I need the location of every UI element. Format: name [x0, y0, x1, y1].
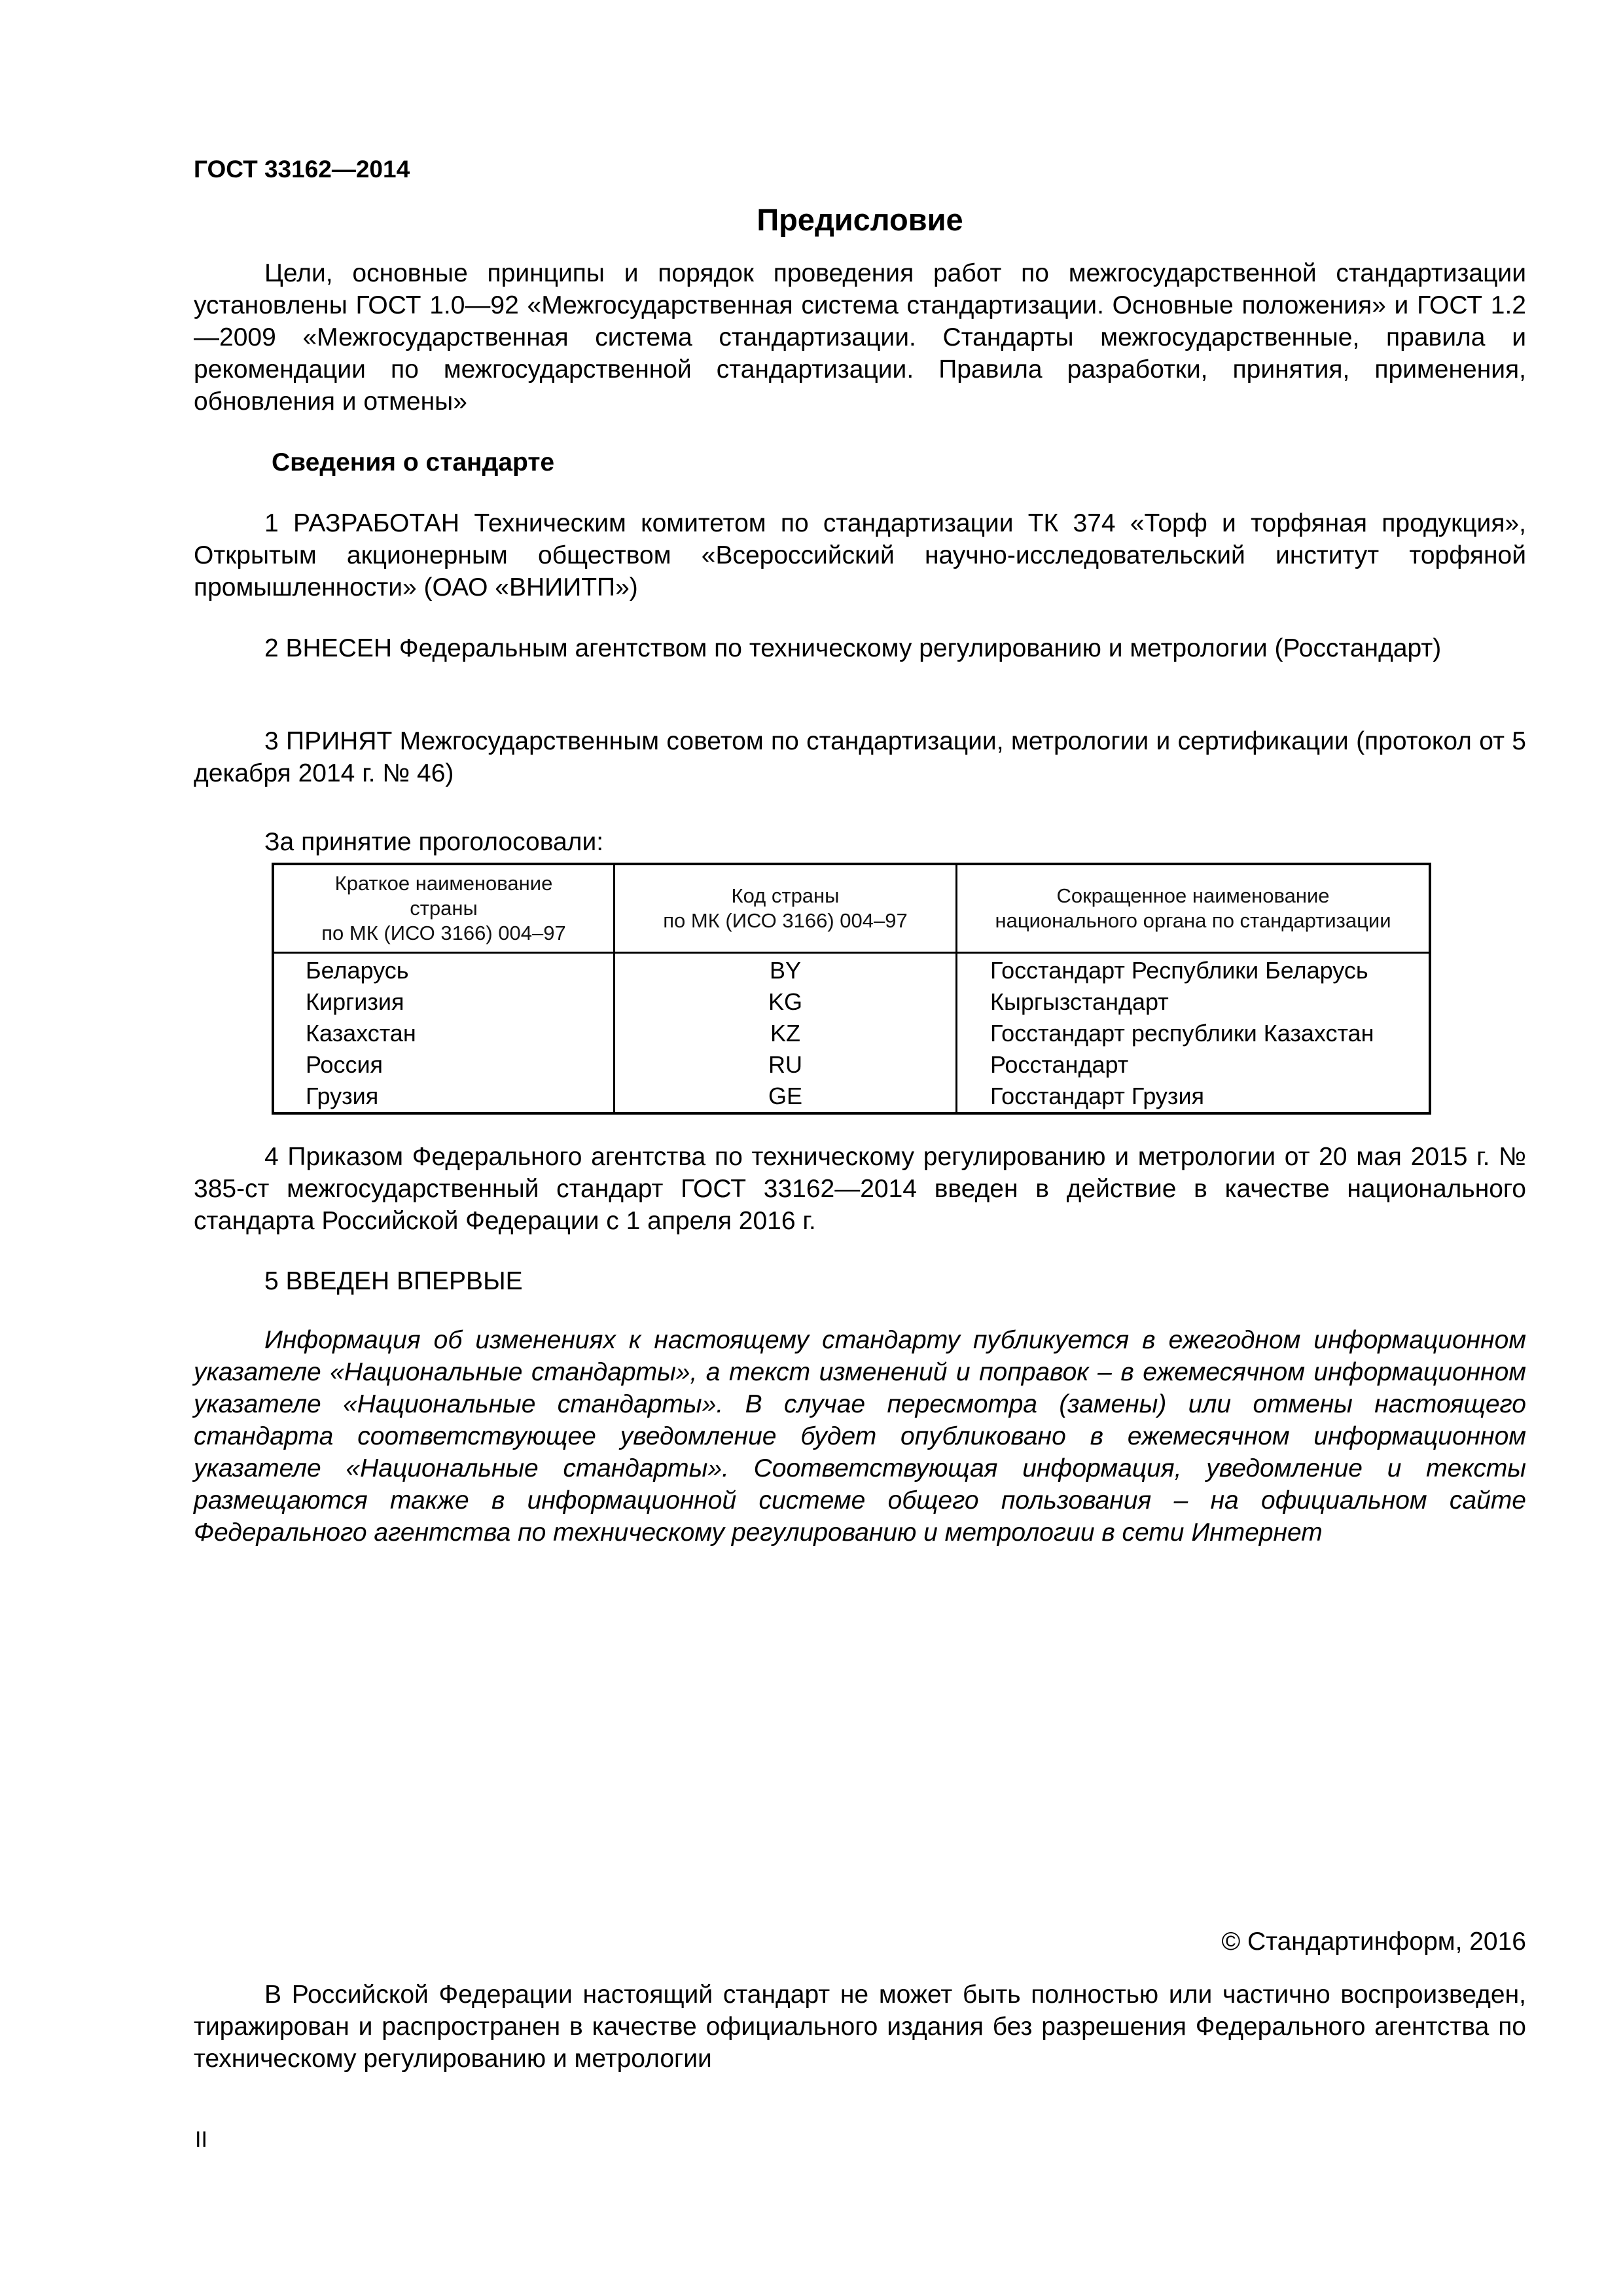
copyright: © Стандартинформ, 2016	[1221, 1928, 1526, 1956]
country-cell: Беларусь	[273, 953, 615, 987]
code-cell: RU	[615, 1049, 957, 1081]
item-developed: 1 РАЗРАБОТАН Техническим комитетом по стандартизации ТК 374 «Торф и торфяная продукция», Открытым акционерным обществом «Всероссийский научно-исследовательский институт торфяной промышленности» (ОАО «ВНИИТП»)	[194, 509, 1526, 601]
section-title: Сведения о стандарте	[272, 448, 555, 476]
page-title: Предисловие	[757, 202, 963, 237]
restriction-paragraph: В Российской Федерации настоящий стандарт не может быть полностью или частично воспроизведен, тиражирован и распространен в качестве официального издания без разрешения Федерального агентства по техническому регулированию и метрологии	[194, 1981, 1526, 2073]
country-cell: Киргизия	[273, 986, 615, 1018]
page-number: II	[195, 2127, 207, 2152]
table-row	[273, 1018, 1430, 1049]
body-cell: Госстандарт республики Казахстан	[957, 1018, 1431, 1049]
country-cell: Грузия	[273, 1081, 615, 1113]
item-first-introduced: 5 ВВЕДЕН ВПЕРВЫЕ	[264, 1267, 523, 1295]
country-cell: Казахстан	[273, 1018, 615, 1049]
vote-label: За принятие проголосовали:	[264, 828, 604, 856]
table-row	[273, 1049, 1430, 1081]
intro-paragraph: Цели, основные принципы и порядок проведения работ по межгосударственной стандартизации установлены ГОСТ 1.0—92 «Межгосударственная система стандартизации. Основные положения» и ГОСТ 1.2—2009 «Межгосударственная система стандартизации. Стандарты межгосударственные, правила и рекомендации по межгосударственной стандартизации. Правила разработки, принятия, применения, обновления и отмены»	[194, 259, 1526, 416]
table-row	[273, 1081, 1430, 1113]
table-row	[273, 953, 1430, 987]
column-header-body: Сокращенное наименование национального органа по стандартизации	[957, 864, 1431, 953]
column-header-country: Краткое наименование страны по МК (ИСО 3166) 004–97	[273, 864, 615, 953]
item-order: 4 Приказом Федерального агентства по техническому регулированию и метрологии от 20 мая 2015 г. № 385-ст межгосударственный стандарт ГОСТ 33162—2014 введен в действие в качестве национального стандарта Российской Федерации с 1 апреля 2016 г.	[194, 1143, 1526, 1235]
code-cell: KG	[615, 986, 957, 1018]
item-introduced: 2 ВНЕСЕН Федеральным агентством по техническому регулированию и метрологии (Росстандарт)	[264, 634, 1442, 662]
body-cell: Госстандарт Грузия	[957, 1081, 1431, 1113]
table-row	[273, 986, 1430, 1018]
body-cell: Госстандарт Республики Беларусь	[957, 953, 1431, 987]
code-cell: GE	[615, 1081, 957, 1113]
code-cell: KZ	[615, 1018, 957, 1049]
vote-table	[272, 863, 1431, 1115]
body-cell: Росстандарт	[957, 1049, 1431, 1081]
country-cell: Россия	[273, 1049, 615, 1081]
column-header-code: Код страны по МК (ИСО 3166) 004–97	[615, 864, 957, 953]
notice-paragraph: Информация об изменениях к настоящему стандарту публикуется в ежегодном информационном указателе «Национальные стандарты», а текст изменений и поправок – в ежемесячном информационном указателе «Национальные стандарты». В случае пересмотра (замены) или отмены настоящего стандарта соответствующее уведомление будет опубликовано в ежемесячном информационном указателе «Национальные стандарты». Соответствующая информация, уведомление и тексты размещаются также в информационной системе общего пользования – на официальном сайте Федерального агентства по техническому регулированию и метрологии в сети Интернет	[194, 1326, 1526, 1547]
document-id: ГОСТ 33162—2014	[194, 156, 410, 183]
code-cell: BY	[615, 953, 957, 987]
body-cell: Кыргызстандарт	[957, 986, 1431, 1018]
item-adopted: 3 ПРИНЯТ Межгосударственным советом по стандартизации, метрологии и сертификации (протокол от 5 декабря 2014 г. № 46)	[194, 727, 1526, 787]
